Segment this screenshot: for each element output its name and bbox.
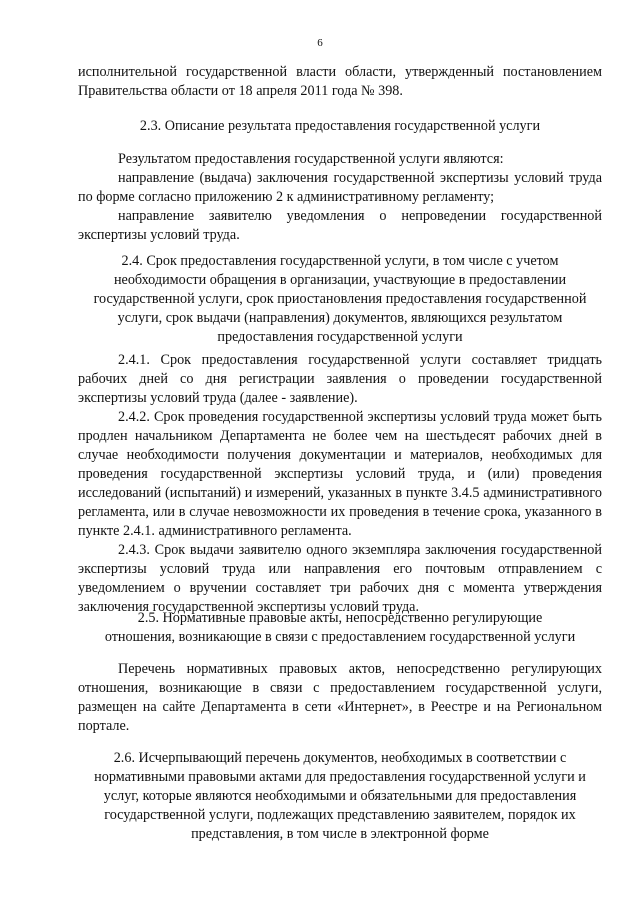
section-2-5-body	[78, 660, 602, 736]
heading-line: предоставления государственной услуги	[217, 329, 463, 345]
heading-line: 2.6. Исчерпывающий перечень документов, необходимых в соответствии с	[113, 750, 567, 766]
heading-line: государственной услуги, срок приостановления предоставления государственной	[93, 291, 587, 307]
intro-text: исполнительной государственной власти области, утвержденный постановлением Правительства области от 18 апреля 2011 года № 398.	[78, 64, 602, 99]
section-2-3-paragraph: направление заявителю уведомления о непроведении государственной экспертизы условий труда.	[78, 208, 602, 243]
section-2-3-heading: 2.3. Описание результата предоставления государственной услуги	[139, 118, 541, 134]
section-2-3-body	[78, 150, 602, 245]
heading-line: услуги, срок выдачи (направления) документов, являющихся результатом	[117, 310, 563, 326]
section-2-6-heading	[78, 749, 602, 844]
heading-line: услуг, которые являются необходимыми и обязательными для предоставления	[103, 788, 577, 804]
section-2-5-heading	[78, 609, 602, 647]
heading-line: государственной услуги, подлежащих представлению заявителем, порядок их	[104, 807, 576, 823]
section-2-5-paragraph: Перечень нормативных правовых актов, непосредственно регулирующих отношения, возникающие в связи с предоставлением государственной услуги, размещен на сайте Департамента в сети «Интернет», в Реестре и на Региональном портале.	[78, 661, 602, 734]
page-number: 6	[317, 37, 323, 49]
section-2-4-paragraph: 2.4.3. Срок выдачи заявителю одного экземпляра заключения государственной экспертизы условий труда или направления его почтовым отправлением с уведомлением о вручении составляет три рабочих дня с момента утверждения заключения государственной экспертизы условий труда.	[78, 542, 602, 615]
heading-line: нормативными правовыми актами для предоставления государственной услуги и	[94, 769, 586, 785]
section-2-4-body	[78, 351, 602, 617]
heading-line: 2.5. Нормативные правовые акты, непосредственно регулирующие	[137, 610, 543, 626]
heading-line: необходимости обращения в организации, участвующие в предоставлении	[113, 272, 567, 288]
section-2-4-heading	[78, 252, 602, 347]
section-2-4-paragraph: 2.4.1. Срок предоставления государственной услуги составляет тридцать рабочих дней со дня регистрации заявления о проведении государственной экспертизы условий труда (далее - заявление).	[78, 352, 602, 406]
section-2-4-paragraph: 2.4.2. Срок проведения государственной экспертизы условий труда может быть продлен начальником Департамента не более чем на шестьдесят рабочих дней в случае необходимости получения документации и материалов, необходимых для проведения государственной экспертизы условий труда, и (или) проведения исследований (испытаний) и измерений, указанных в пункте 3.4.5 административного регламента, или в случае невозможности их проведения в течение срока, указанного в пункте 2.4.1. административного регламента.	[78, 409, 602, 539]
section-2-3-paragraph: направление (выдача) заключения государственной экспертизы условий труда по форме согласно приложению 2 к административному регламенту;	[78, 170, 602, 205]
heading-line: отношения, возникающие в связи с предоставлением государственной услуги	[104, 629, 576, 645]
heading-line: 2.4. Срок предоставления государственной услуги, в том числе с учетом	[121, 253, 559, 269]
heading-line: представления, в том числе в электронной форме	[191, 826, 489, 842]
section-2-3-paragraph: Результатом предоставления государственной услуги являются:	[118, 151, 504, 167]
intro-paragraph	[78, 63, 602, 101]
